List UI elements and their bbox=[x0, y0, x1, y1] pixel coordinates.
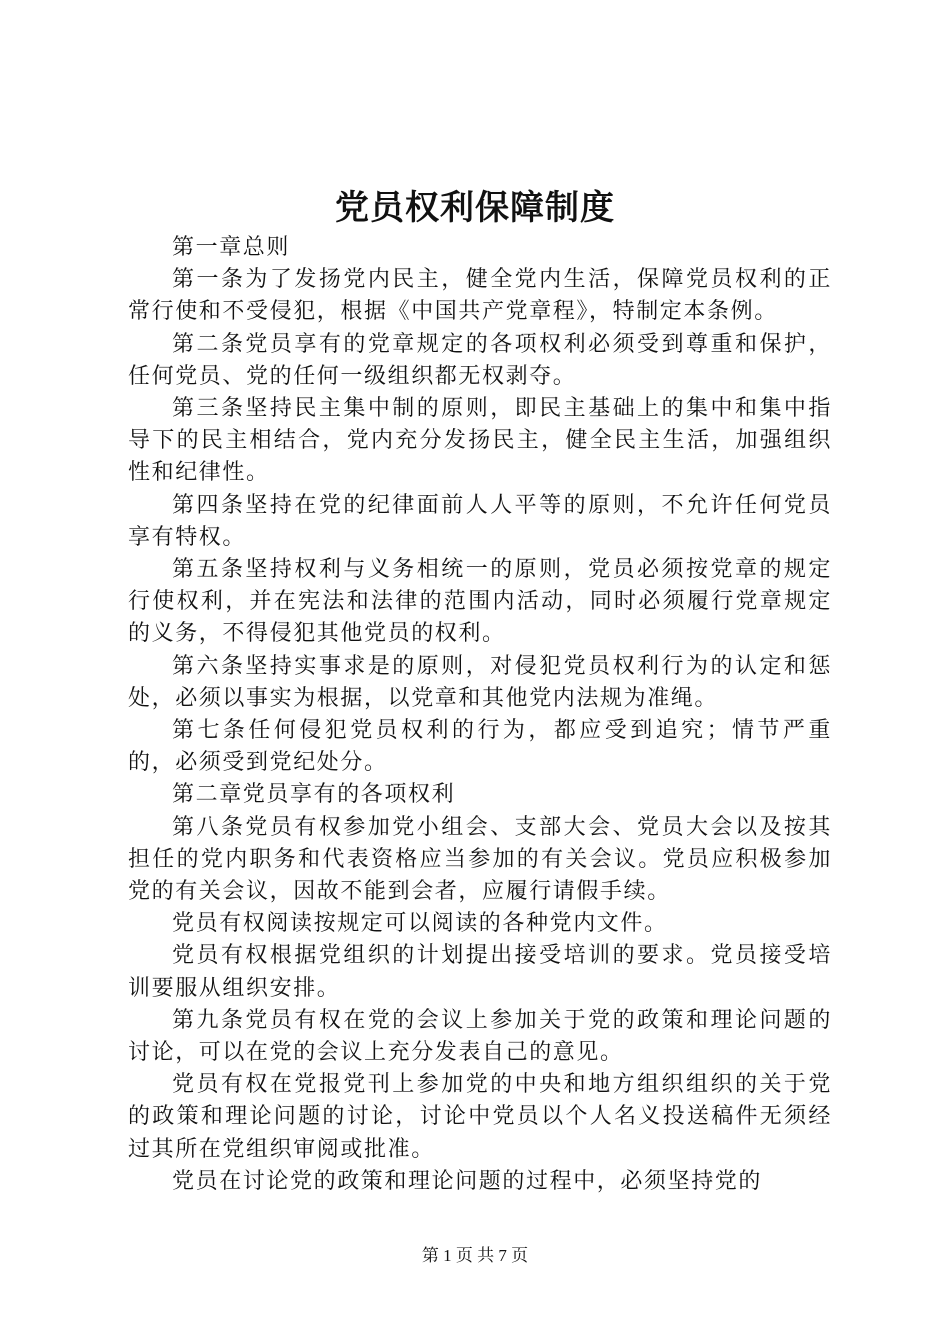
paragraph: 党员有权阅读按规定可以阅读的各种党内文件。 bbox=[172, 911, 668, 937]
paragraph: 第六条坚持实事求是的原则，对侵犯党员权利行为的认定和惩处，必须以事实为根据，以党章和其他党内法规为准绳。 bbox=[128, 653, 832, 711]
paragraph: 第九条党员有权在党的会议上参加关于党的政策和理论问题的讨论，可以在党的会议上充分发表自己的意见。 bbox=[128, 1007, 832, 1066]
paragraph: 第二条党员享有的党章规定的各项权利必须受到尊重和保护，任何党员、党的任何一级组织都无权剥夺。 bbox=[128, 331, 832, 389]
page-number-footer: 第 1 页 共 7 页 bbox=[421, 1246, 529, 1265]
paragraph: 第四条坚持在党的纪律面前人人平等的原则，不允许任何党员享有特权。 bbox=[128, 492, 832, 550]
paragraph: 党员有权根据党组织的计划提出接受培训的要求。党员接受培训要服从组织安排。 bbox=[128, 943, 832, 1001]
paragraph: 第三条坚持民主集中制的原则，即民主基础上的集中和集中指导下的民主相结合，党内充分发扬民主，健全民主生活，加强组织性和纪律性。 bbox=[128, 396, 832, 486]
document-body bbox=[128, 232, 832, 1198]
paragraph: 第五条坚持权利与义务相统一的原则，党员必须按党章的规定行使权利，并在宪法和法律的范围内活动，同时必须履行党章规定的义务，不得侵犯其他党员的权利。 bbox=[128, 557, 832, 647]
paragraph: 党员有权在党报党刊上参加党的中央和地方组织组织的关于党的政策和理论问题的讨论，讨论中党员以个人名义投送稿件无须经过其所在党组织审阅或批准。 bbox=[128, 1072, 832, 1162]
paragraph: 第七条任何侵犯党员权利的行为，都应受到追究；情节严重的，必须受到党纪处分。 bbox=[128, 718, 832, 776]
paragraph: 党员在讨论党的政策和理论问题的过程中，必须坚持党的 bbox=[172, 1168, 763, 1194]
document-title: 党员权利保障制度 bbox=[335, 188, 615, 228]
paragraph: 第一条为了发扬党内民主，健全党内生活，保障党员权利的正常行使和不受侵犯，根据《中国共产党章程》，特制定本条例。 bbox=[128, 267, 832, 325]
chapter-heading: 第二章党员享有的各项权利 bbox=[172, 782, 456, 808]
chapter-heading: 第一章总则 bbox=[172, 235, 291, 260]
paragraph: 第八条党员有权参加党小组会、支部大会、党员大会以及按其担任的党内职务和代表资格应当参加的有关会议。党员应积极参加党的有关会议，因故不能到会者，应履行请假手续。 bbox=[128, 814, 832, 905]
